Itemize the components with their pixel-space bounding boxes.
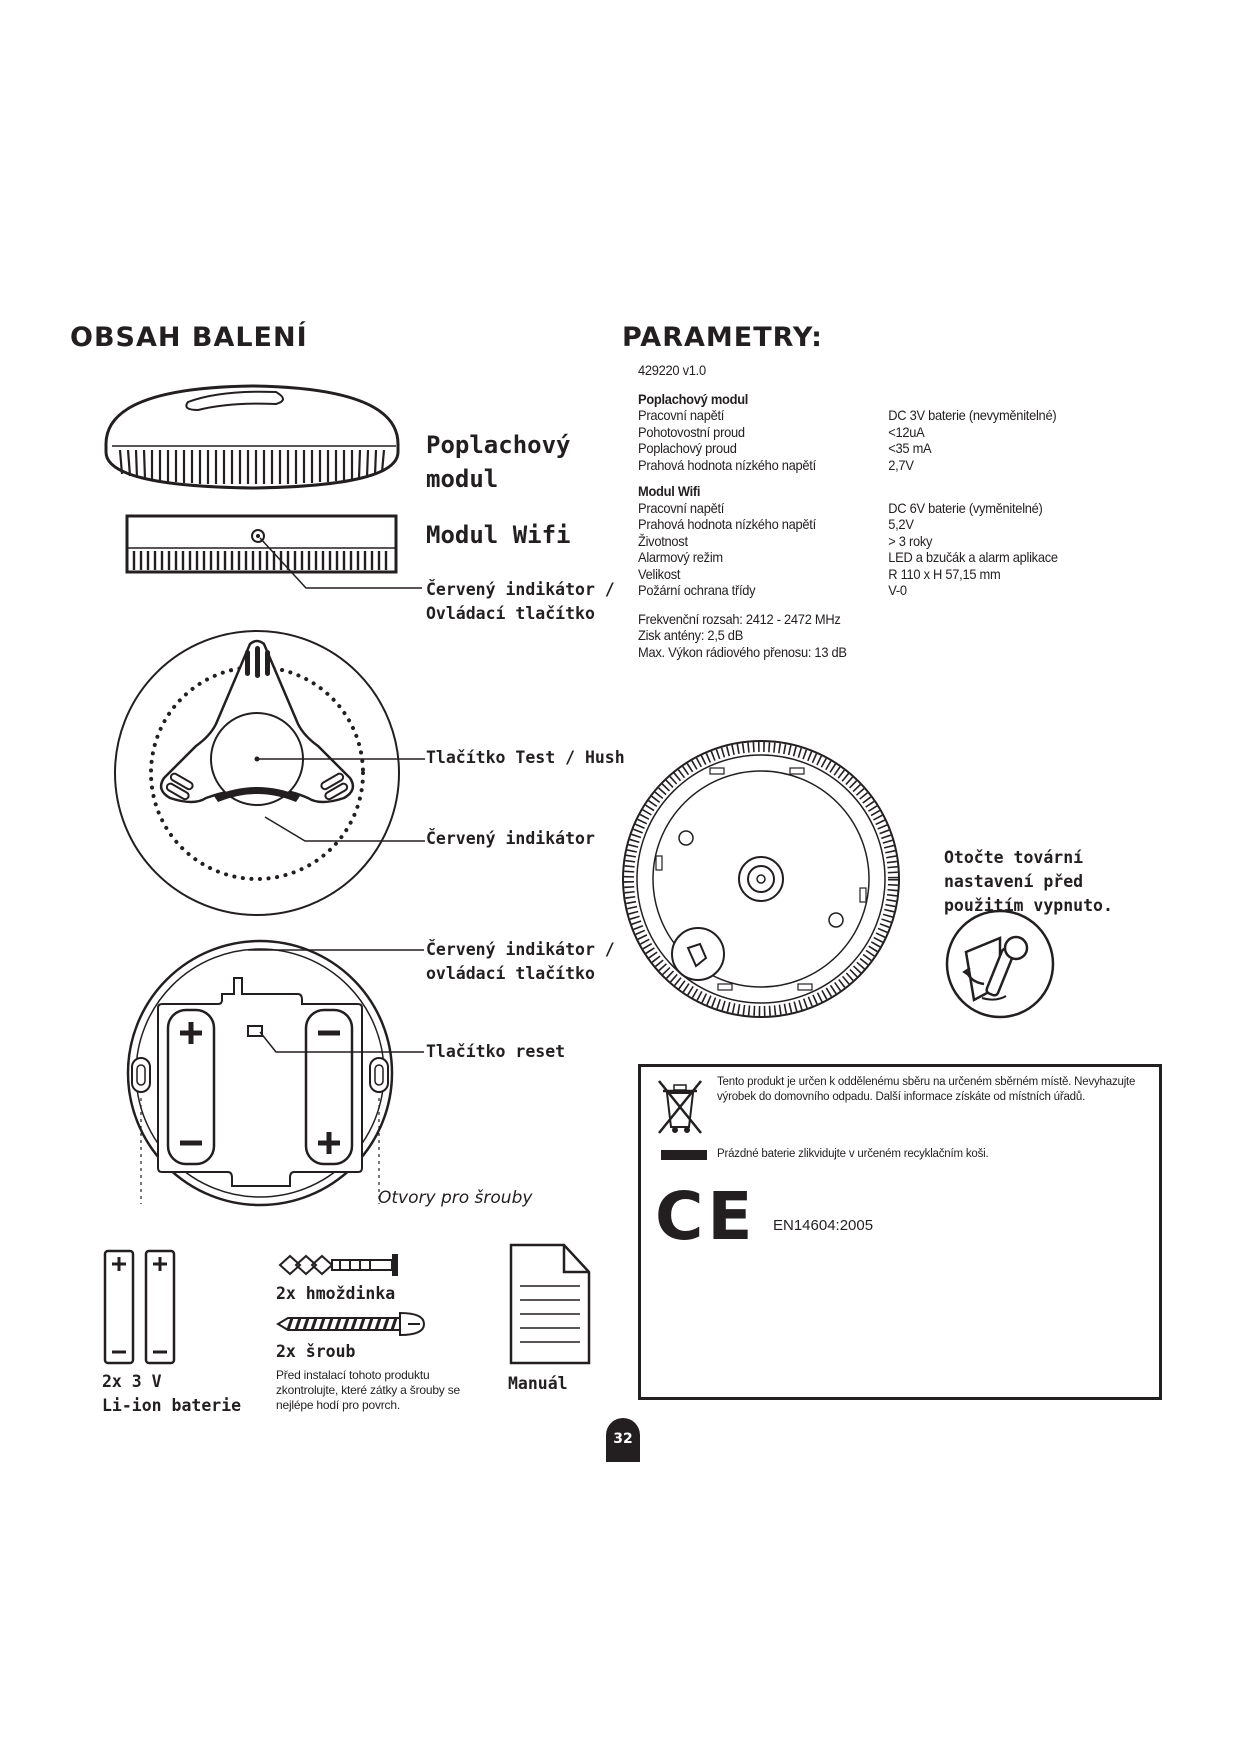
manual-icon [508,1242,592,1366]
label-batteries-qty: 2x 3 V [102,1372,162,1391]
label-screws: 2x šroub [276,1342,356,1361]
param-row: Požární ochrana třídy V-0 [638,582,907,598]
screw-icon [276,1310,430,1338]
weee-text: Tento produkt je určen k oddělenému sběru na určeném sběrném místě. Nevyhazujte výrobek do domovního odpadu. Další informace získáte od místních úřadů. [717,1076,1136,1103]
label-red-indicator-control-1: Červený indikátor / Ovládací tlačítko [426,580,615,623]
label-test-hush: Tlačítko Test / Hush [426,748,625,767]
disposal-ce-box [638,1064,1162,1400]
param-row: Prahová hodnota nízkého napětí 5,2V [638,516,914,532]
label-red-indicator-control-2: Červený indikátor / ovládací tlačítko [426,940,615,983]
param-row: Pohotovostní proud <12uA [638,423,925,440]
screws-note: Před instalací tohoto produktu zkontrolujte, které zátky a šrouby se nejlépe hodí pro povrch. [276,1368,461,1412]
alarm-module-heading: Poplachový modul [638,390,749,407]
weee-bin-icon [655,1077,705,1137]
leader-lines-top [257,757,427,851]
label-screw-holes: Otvory pro šrouby [378,1188,533,1208]
param-row: Alarmový režim LED a bzučák a alarm aplikace [638,549,1058,565]
label-factory-note: Otočte tovární nastavení před použitím vypnuto. [944,848,1113,915]
leader-line-wifi [258,536,424,592]
label-wifi-module: Modul Wifi [426,521,571,549]
alarm-module-illustration [100,382,405,500]
label-manual: Manuál [508,1374,568,1393]
label-wall-plugs: 2x hmoždinka [276,1284,396,1303]
parameters-block [638,362,1058,660]
section-title-contents: OBSAH BALENÍ [70,322,308,353]
ce-mark: CE [655,1178,757,1255]
label-batteries-type: Li-ion baterie [102,1396,242,1415]
wall-plug-icon [276,1252,406,1278]
leader-lines-back [246,948,426,1060]
radio-antenna-gain: Zisk antény: 2,5 dB [638,627,744,643]
factory-switch-zoom [944,908,1056,1020]
batteries-illustration [102,1248,178,1366]
param-row: Velikost R 110 x H 57,15 mm [638,565,1001,582]
version: 429220 v1.0 [638,362,706,378]
param-row: Pracovní napětí DC 3V baterie (nevyměnitelné) [638,407,1057,423]
radio-max-power: Max. Výkon rádiového přenosu: 13 dB [638,643,847,660]
section-title-parameters: PARAMETRY: [622,322,823,353]
battery-disposal-text: Prázdné baterie zlikvidujte v určeném recyklačním koši. [717,1148,989,1160]
label-red-indicator: Červený indikátor [426,829,595,848]
param-row: Pracovní napětí DC 6V baterie (vyměnitelné) [638,499,1043,516]
label-alarm-module: Poplachový modul [426,431,571,493]
standard-label: EN14604:2005 [773,1217,874,1234]
param-row: Životnost > 3 roky [638,532,933,549]
wifi-module-heading: Modul Wifi [638,483,701,499]
param-row: Prahová hodnota nízkého napětí 2,7V [638,456,914,473]
label-reset-button: Tlačítko reset [426,1042,566,1061]
zoom-leader [696,962,982,982]
page-number: 32 [606,1418,640,1462]
param-row: Poplachový proud <35 mA [638,440,932,456]
radio-frequency: Frekvenční rozsah: 2412 - 2472 MHz [638,610,841,627]
battery-bar-icon [661,1150,707,1160]
